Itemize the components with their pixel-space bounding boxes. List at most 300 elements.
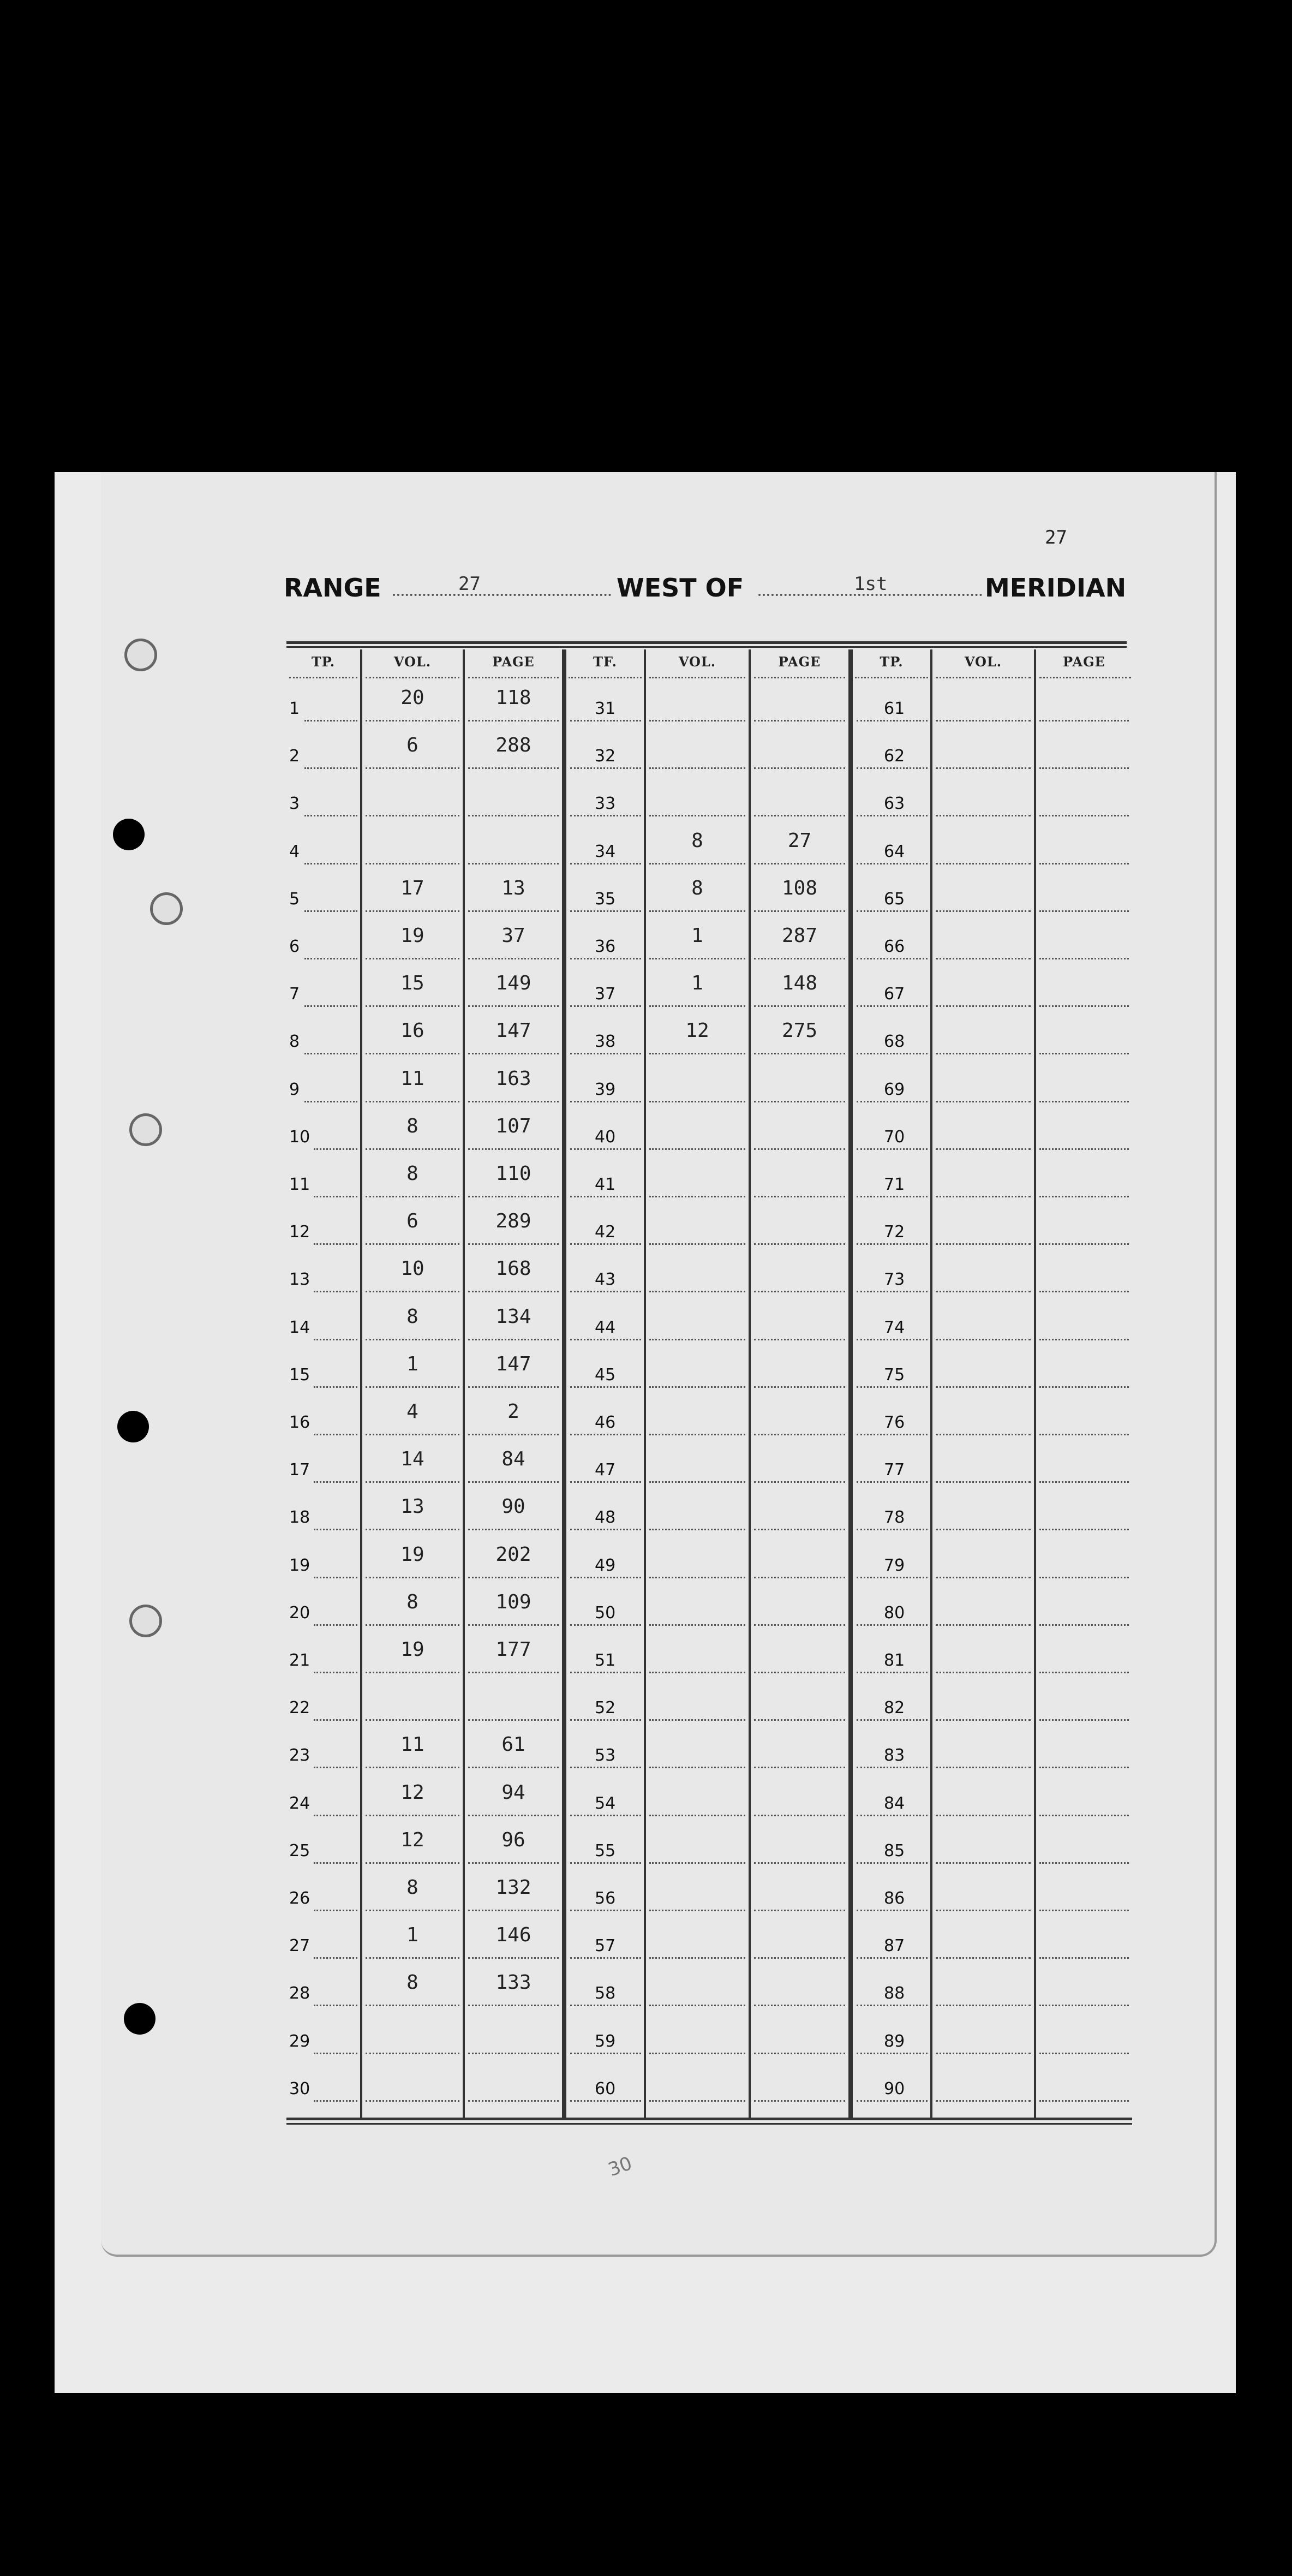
page-value [751, 1162, 848, 1186]
township-number: 35 [595, 889, 616, 909]
page-value [1036, 1400, 1132, 1424]
fill-line [936, 1196, 1031, 1197]
township-number: 16 [289, 1413, 310, 1432]
page-value [751, 1447, 848, 1471]
volume-value [932, 1162, 1034, 1186]
township-number: 33 [595, 794, 616, 814]
page-value [1036, 1971, 1132, 1995]
header-tp-2: TF. [593, 654, 617, 670]
fill-line [1039, 2053, 1129, 2054]
fill-line [936, 1815, 1031, 1816]
township-number: 6 [289, 937, 300, 956]
fill-line [468, 1053, 559, 1054]
fill-line [754, 1291, 845, 1292]
township-number: 2 [289, 747, 300, 766]
township-number: 45 [595, 1365, 616, 1385]
fill-line [1039, 1005, 1129, 1007]
page-value [751, 1638, 848, 1662]
page-value: 90 [501, 1495, 525, 1518]
fill-line [649, 1957, 745, 1959]
fill-line [570, 1529, 641, 1530]
fill-line [754, 1005, 845, 1007]
fill-line [754, 720, 845, 721]
binder-hole-solid-icon [124, 2003, 155, 2035]
fill-line [936, 1624, 1031, 1626]
fill-line [314, 1577, 357, 1578]
volume-value [932, 1781, 1034, 1805]
volume-value [646, 1447, 749, 1471]
fill-line [857, 1624, 928, 1626]
fill-line [366, 910, 459, 912]
fill-line [366, 1672, 459, 1673]
volume-value [646, 734, 749, 758]
township-number: 55 [595, 1841, 616, 1861]
fill-line [754, 1767, 845, 1768]
township-number: 40 [595, 1127, 616, 1147]
township-number: 39 [595, 1080, 616, 1099]
volume-value: 15 [400, 972, 424, 995]
fill-line [570, 1196, 641, 1197]
township-number: 77 [884, 1460, 905, 1480]
fill-line [857, 720, 928, 721]
page-value [751, 1876, 848, 1900]
fill-line [857, 2100, 928, 2102]
fill-line [304, 958, 357, 959]
township-number: 90 [884, 2079, 905, 2098]
township-number: 74 [884, 1317, 905, 1337]
fill-line [570, 1243, 641, 1245]
page-value: 94 [501, 1781, 525, 1804]
township-number: 4 [289, 842, 300, 861]
fill-line [314, 1434, 357, 1435]
township-number: 73 [884, 1270, 905, 1290]
fill-line [857, 1386, 928, 1388]
volume-value [646, 1638, 749, 1662]
page-value: 107 [495, 1114, 531, 1137]
binder-hole-outline-icon [150, 892, 183, 925]
fill-line [570, 1815, 641, 1816]
fill-line [936, 1529, 1031, 1530]
fill-line [366, 1910, 459, 1911]
page-value: 133 [495, 1971, 531, 1994]
page-value: 27 [787, 829, 812, 852]
fill-line [366, 1386, 459, 1388]
township-number: 28 [289, 1984, 310, 2003]
fill-line [936, 1005, 1031, 1007]
fill-line [936, 1291, 1031, 1292]
fill-line [314, 1862, 357, 1864]
fill-line [366, 2100, 459, 2102]
fill-line [570, 1053, 641, 1054]
volume-value: 16 [400, 1019, 424, 1042]
township-number: 89 [884, 2031, 905, 2051]
township-number: 43 [595, 1270, 616, 1290]
fill-line [1039, 1815, 1129, 1816]
fill-line [314, 2100, 357, 2102]
header-vol-2: VOL. [678, 654, 716, 670]
fill-line [304, 1005, 357, 1007]
page-value: 96 [501, 1828, 525, 1851]
volume-value [932, 1352, 1034, 1376]
fill-line [366, 1957, 459, 1959]
page-value: 109 [495, 1590, 531, 1613]
fill-line [366, 767, 459, 769]
fill-line [366, 958, 459, 959]
fill-line [468, 1624, 559, 1626]
header-vol-3: VOL. [964, 654, 1002, 670]
fill-line [857, 2053, 928, 2054]
fill-line [468, 1339, 559, 1340]
fill-line [366, 1624, 459, 1626]
township-number: 79 [884, 1555, 905, 1575]
volume-value [646, 1400, 749, 1424]
volume-value: 17 [400, 876, 424, 899]
fill-line [1039, 1148, 1129, 1150]
township-number: 61 [884, 699, 905, 718]
fill-line [649, 1577, 745, 1578]
fill-line [1039, 1529, 1129, 1530]
township-number: 54 [595, 1793, 616, 1813]
fill-line [649, 1339, 745, 1340]
fill-line [1039, 1862, 1129, 1864]
fill-line [754, 767, 845, 769]
fill-line [468, 1243, 559, 1245]
township-number: 27 [289, 1936, 310, 1956]
fill-line [570, 958, 641, 959]
volume-value: 8 [406, 1305, 418, 1328]
volume-value: 19 [400, 925, 424, 947]
page-value [465, 2019, 562, 2043]
fill-line [936, 720, 1031, 721]
page-value [751, 1971, 848, 1995]
fill-line [649, 1529, 745, 1530]
fill-line [754, 910, 845, 912]
township-number: 68 [884, 1032, 905, 1052]
page-value: 134 [495, 1305, 531, 1328]
volume-value: 8 [406, 1971, 418, 1994]
margin-note: 30 [605, 2152, 635, 2181]
township-number: 80 [884, 1603, 905, 1623]
page-value [751, 1209, 848, 1233]
fill-line [754, 1672, 845, 1673]
page-value [751, 1781, 848, 1805]
page-value [1036, 2066, 1132, 2090]
fill-line [468, 1148, 559, 1150]
fill-line [314, 2005, 357, 2006]
fill-line [468, 1767, 559, 1768]
township-number: 5 [289, 889, 300, 909]
fill-line [754, 863, 845, 864]
fill-line [304, 1053, 357, 1054]
header-page-2: PAGE [778, 654, 821, 670]
page-value [751, 1590, 848, 1614]
volume-value [932, 971, 1034, 995]
fill-line [366, 720, 459, 721]
fill-line [570, 1101, 641, 1102]
fill-line [649, 1148, 745, 1150]
fill-line [570, 767, 641, 769]
volume-value: 12 [685, 1019, 709, 1042]
fill-line [570, 1339, 641, 1340]
volume-value [646, 1543, 749, 1567]
volume-value [646, 1590, 749, 1614]
fill-line [570, 2053, 641, 2054]
fill-line [649, 1386, 745, 1388]
fill-line [366, 1291, 459, 1292]
fill-line [468, 1957, 559, 1959]
page-value: 148 [781, 972, 818, 995]
fill-line [1039, 1957, 1129, 1959]
volume-value [932, 734, 1034, 758]
fill-line [570, 1386, 641, 1388]
township-number: 30 [289, 2079, 310, 2098]
fill-line [649, 2100, 745, 2102]
volume-value: 20 [400, 687, 424, 709]
page-value [465, 2066, 562, 2090]
fill-line [570, 1672, 641, 1673]
volume-value [932, 1305, 1034, 1329]
fill-line [857, 2005, 928, 2006]
fill-line [754, 2005, 845, 2006]
township-number: 1 [289, 699, 300, 718]
fill-line [570, 863, 641, 864]
fill-line [857, 1434, 928, 1435]
fill-line [468, 1719, 559, 1721]
fill-line [570, 1767, 641, 1768]
fill-line [570, 720, 641, 721]
fill-line [570, 910, 641, 912]
fill-line [314, 1386, 357, 1388]
header-underline [289, 677, 357, 678]
header-underline [1039, 677, 1131, 678]
fill-line [649, 1053, 745, 1054]
township-number: 60 [595, 2079, 616, 2098]
header-page-3: PAGE [1063, 654, 1105, 670]
township-number: 7 [289, 985, 300, 1004]
fill-line [649, 958, 745, 959]
township-number: 18 [289, 1508, 310, 1528]
fill-line [468, 1005, 559, 1007]
fill-line [366, 1529, 459, 1530]
fill-line [936, 1672, 1031, 1673]
fill-line [649, 720, 745, 721]
fill-line [754, 1196, 845, 1197]
fill-line [304, 767, 357, 769]
township-number: 29 [289, 2031, 310, 2051]
township-number: 65 [884, 889, 905, 909]
fill-line [857, 1101, 928, 1102]
fill-line [936, 1101, 1031, 1102]
fill-line [366, 1719, 459, 1721]
fill-line [1039, 720, 1129, 721]
bottom-rule [286, 2118, 1132, 2120]
fill-line [857, 910, 928, 912]
township-number: 34 [595, 842, 616, 861]
fill-line [649, 1291, 745, 1292]
header-underline [468, 677, 559, 678]
header-underline [569, 677, 642, 678]
fill-line [1039, 1243, 1129, 1245]
township-number: 32 [595, 747, 616, 766]
page-value: 147 [495, 1019, 531, 1042]
page-value: 118 [495, 687, 531, 709]
page-value: 149 [495, 972, 531, 995]
volume-value [362, 1685, 463, 1709]
page-value [1036, 1209, 1132, 1233]
fill-line [857, 1815, 928, 1816]
volume-value: 8 [691, 829, 703, 852]
volume-value [932, 1876, 1034, 1900]
page-value [751, 1543, 848, 1567]
page-value [1036, 1495, 1132, 1519]
fill-line [857, 1672, 928, 1673]
volume-value: 6 [406, 1210, 418, 1233]
volume-value [932, 1209, 1034, 1233]
page-value [751, 2019, 848, 2043]
fill-line [936, 1957, 1031, 1959]
volume-value [932, 1019, 1034, 1043]
fill-line [468, 2005, 559, 2006]
fill-line [314, 1624, 357, 1626]
fill-line [649, 815, 745, 816]
fill-line [649, 1434, 745, 1435]
page-value [751, 1352, 848, 1376]
volume-value: 6 [406, 734, 418, 757]
page-value [1036, 1876, 1132, 1900]
fill-line [857, 1481, 928, 1483]
volume-value: 1 [406, 1924, 418, 1947]
fill-line [936, 1339, 1031, 1340]
fill-line [754, 1339, 845, 1340]
fill-line [570, 1434, 641, 1435]
township-number: 52 [595, 1698, 616, 1718]
township-number: 71 [884, 1175, 905, 1194]
page-value [1036, 781, 1132, 805]
volume-value [646, 1162, 749, 1186]
fill-line [754, 815, 845, 816]
fill-line [1039, 1624, 1129, 1626]
page-value: 168 [495, 1257, 531, 1280]
fill-line [314, 2053, 357, 2054]
township-number: 41 [595, 1175, 616, 1194]
page-value: 275 [781, 1019, 818, 1042]
volume-value [362, 2066, 463, 2090]
fill-line [1039, 1481, 1129, 1483]
township-number: 56 [595, 1889, 616, 1908]
volume-value [932, 924, 1034, 948]
fill-line [649, 1815, 745, 1816]
fill-line [754, 958, 845, 959]
fill-line [754, 1815, 845, 1816]
volume-value [932, 876, 1034, 901]
page-value [1036, 1352, 1132, 1376]
page-value [1036, 2019, 1132, 2043]
fill-line [570, 1957, 641, 1959]
fill-line [1039, 2005, 1129, 2006]
fill-line [754, 1862, 845, 1864]
fill-line [314, 1672, 357, 1673]
volume-value [932, 1067, 1034, 1091]
fill-line [366, 2005, 459, 2006]
volume-value [646, 1685, 749, 1709]
township-number: 86 [884, 1889, 905, 1908]
township-number: 14 [289, 1317, 310, 1337]
page-value: 2 [507, 1400, 519, 1423]
fill-line [366, 1148, 459, 1150]
fill-line [649, 863, 745, 864]
fill-line [649, 1005, 745, 1007]
volume-value [932, 1114, 1034, 1138]
volume-value [932, 1971, 1034, 1995]
header-underline [936, 677, 1031, 678]
fill-line [936, 1767, 1031, 1768]
fill-line [468, 910, 559, 912]
township-number: 64 [884, 842, 905, 861]
volume-value: 8 [691, 876, 703, 899]
township-number: 17 [289, 1460, 310, 1480]
volume-value: 4 [406, 1400, 418, 1423]
fill-line [754, 2100, 845, 2102]
township-number: 63 [884, 794, 905, 814]
page-value: 37 [501, 925, 525, 947]
fill-line [649, 910, 745, 912]
township-number: 47 [595, 1460, 616, 1480]
fill-line [936, 1053, 1031, 1054]
fill-line [366, 1815, 459, 1816]
township-number: 36 [595, 937, 616, 956]
volume-value [932, 686, 1034, 710]
volume-value [932, 1638, 1034, 1662]
header-tp-1: TP. [311, 654, 336, 670]
page-value [751, 1067, 848, 1091]
header-page-1: PAGE [492, 654, 535, 670]
binder-hole-solid-icon [113, 819, 145, 850]
volume-value [646, 1733, 749, 1757]
township-number: 48 [595, 1508, 616, 1528]
volume-value: 12 [400, 1828, 424, 1851]
fill-line [857, 863, 928, 864]
township-number: 84 [884, 1793, 905, 1813]
township-number: 13 [289, 1270, 310, 1290]
township-number: 25 [289, 1841, 310, 1861]
township-number: 50 [595, 1603, 616, 1623]
fill-line [754, 1148, 845, 1150]
page-value [1036, 1162, 1132, 1186]
fill-line [754, 1243, 845, 1245]
page-value [1036, 1685, 1132, 1709]
page-value [465, 829, 562, 853]
fill-line [1039, 910, 1129, 912]
fill-line [366, 1434, 459, 1435]
volume-value [646, 781, 749, 805]
fill-line [857, 1053, 928, 1054]
fill-line [570, 1910, 641, 1911]
binder-hole-outline-icon [129, 1605, 162, 1637]
fill-line [649, 1624, 745, 1626]
township-number: 57 [595, 1936, 616, 1956]
fill-line [754, 1957, 845, 1959]
township-number: 75 [884, 1365, 905, 1385]
fill-line [468, 1386, 559, 1388]
volume-value [646, 1305, 749, 1329]
fill-line [936, 2100, 1031, 2102]
volume-value [362, 781, 463, 805]
fill-line [1039, 1434, 1129, 1435]
township-number: 88 [884, 1984, 905, 2003]
fill-line [468, 1291, 559, 1292]
township-number: 21 [289, 1651, 310, 1670]
fill-line [314, 1481, 357, 1483]
